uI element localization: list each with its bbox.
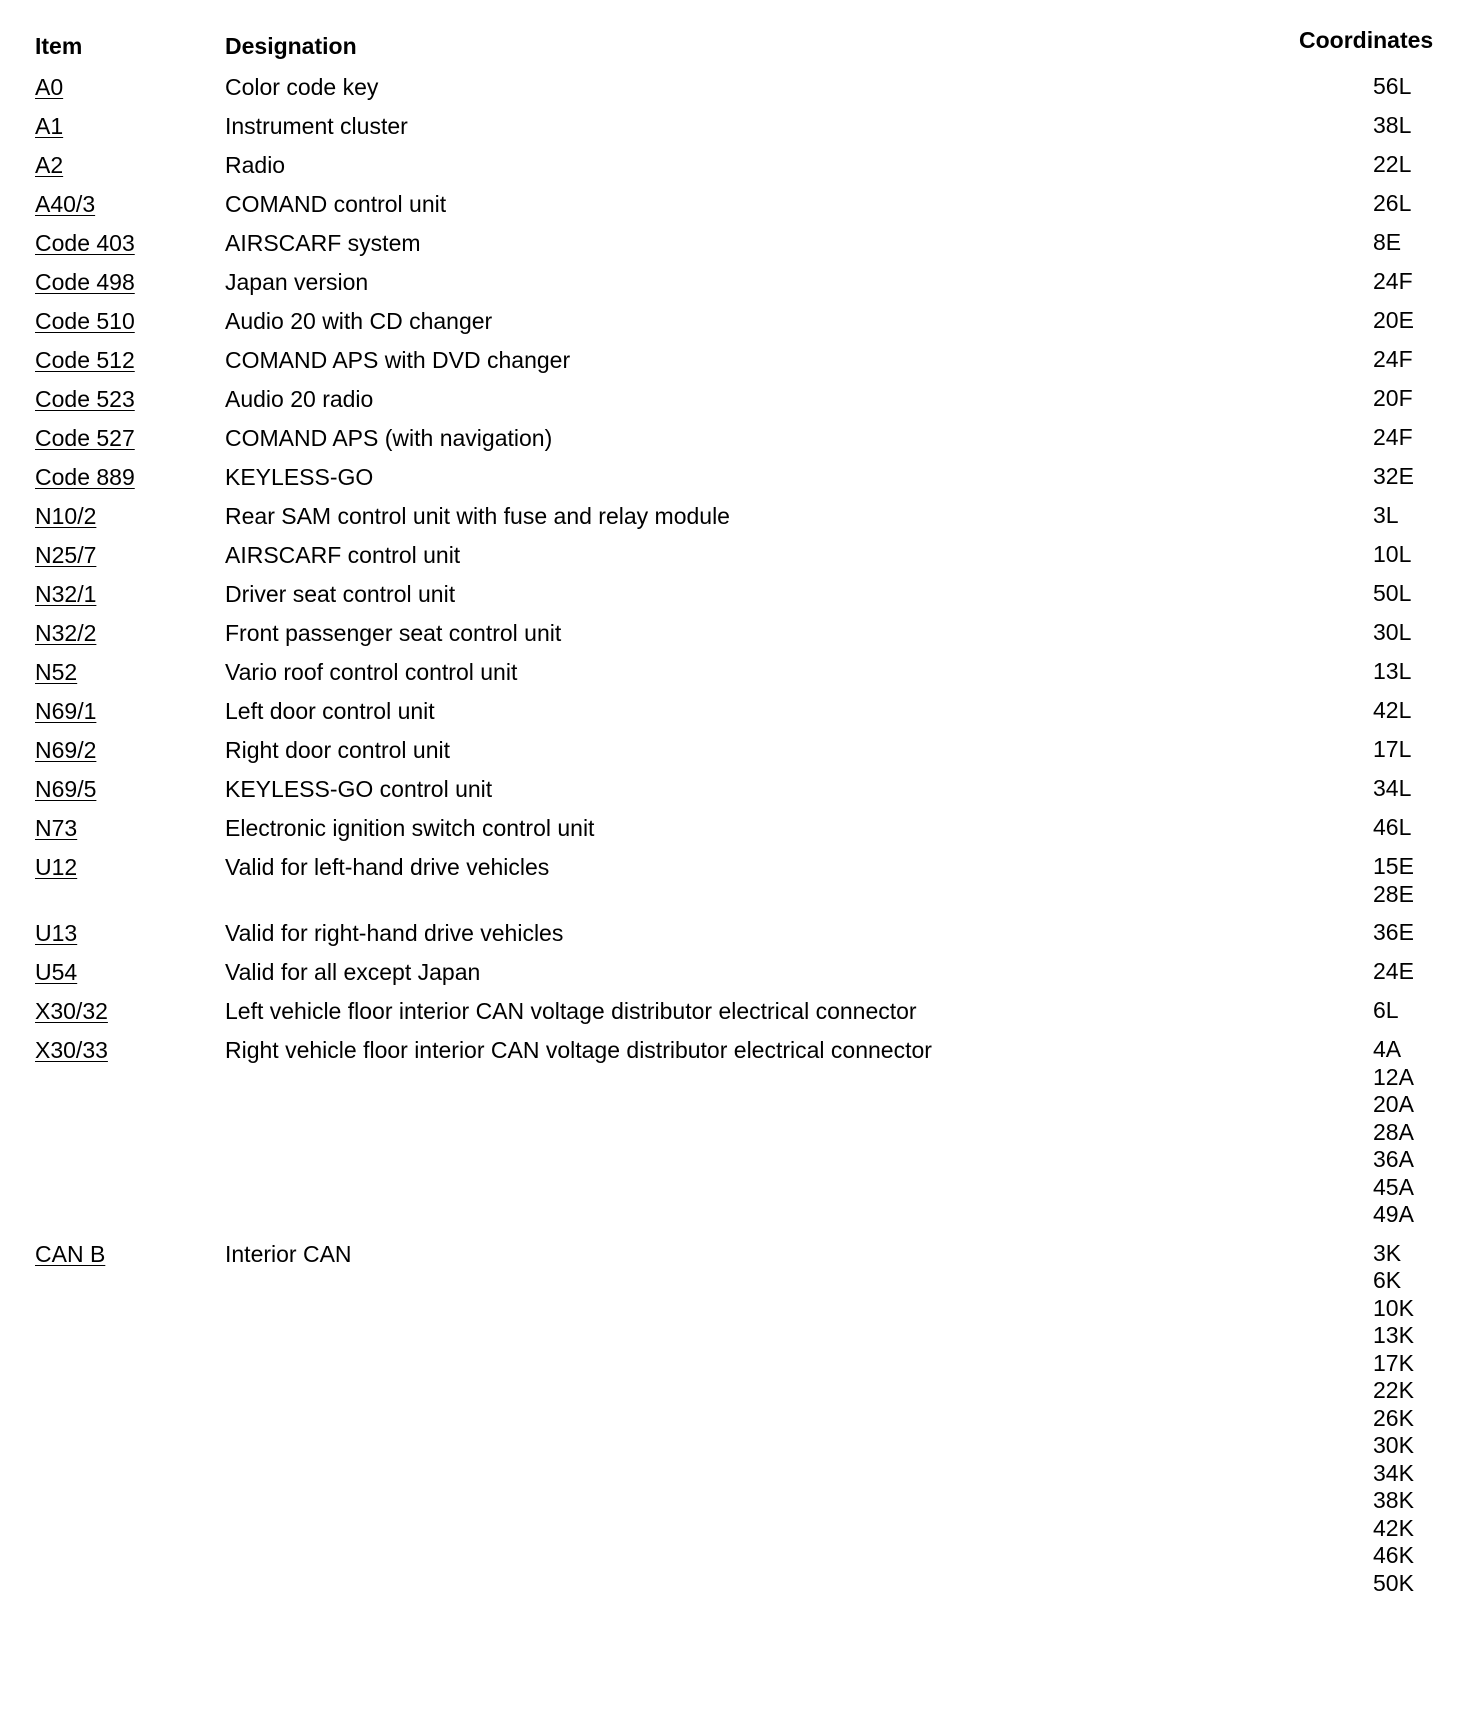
item-link[interactable]: A0: [35, 74, 64, 100]
coordinates-cell: [1373, 1036, 1453, 1229]
designation-text: Vario roof control control unit: [225, 659, 518, 685]
item-link[interactable]: A2: [35, 152, 64, 178]
coordinates-cell: [1373, 1240, 1453, 1598]
table-row: [0, 101, 1472, 140]
coordinate-value: 42K: [1373, 1514, 1414, 1541]
coordinate-value: 22L: [1373, 151, 1412, 177]
table-body: [0, 62, 1472, 1597]
designation-text: Valid for right-hand drive vehicles: [225, 920, 564, 946]
coordinate-value: 30L: [1373, 619, 1412, 645]
coordinate-value: 34L: [1373, 775, 1412, 801]
item-link[interactable]: U12: [35, 854, 78, 880]
item-link[interactable]: N32/2: [35, 620, 97, 646]
table-row: [0, 725, 1472, 764]
item-link[interactable]: N69/2: [35, 737, 97, 763]
coordinate-value: 10K: [1373, 1294, 1414, 1321]
header-designation: Designation: [225, 33, 357, 59]
item-link[interactable]: U13: [35, 920, 78, 946]
coordinates-cell: [1373, 268, 1453, 296]
coordinate-value: 56L: [1373, 73, 1412, 99]
item-link[interactable]: Code 498: [35, 269, 135, 295]
table-row: [0, 608, 1472, 647]
coordinate-value: 36E: [1373, 919, 1414, 945]
item-link[interactable]: A1: [35, 113, 64, 139]
designation-text: Electronic ignition switch control unit: [225, 815, 595, 841]
coordinate-value: 28A: [1373, 1118, 1414, 1145]
coordinates-cell: [1373, 463, 1453, 491]
table-row: [0, 764, 1472, 803]
table-row: [0, 842, 1472, 908]
table-row: [0, 803, 1472, 842]
coordinates-cell: [1373, 424, 1453, 452]
designation-text: COMAND APS with DVD changer: [225, 347, 571, 373]
designation-text: Right vehicle floor interior CAN voltage distributor electrical connector: [225, 1037, 932, 1063]
coordinate-value: 50K: [1373, 1569, 1414, 1596]
coordinate-value: 34K: [1373, 1459, 1414, 1486]
coordinate-value: 26K: [1373, 1404, 1414, 1431]
coordinates-cell: [1373, 958, 1453, 986]
coordinates-cell: [1373, 919, 1453, 947]
table-row: [0, 62, 1472, 101]
table-row: [0, 908, 1472, 947]
table-header: [0, 0, 1472, 62]
item-link[interactable]: N69/1: [35, 698, 97, 724]
coordinate-value: 38K: [1373, 1487, 1414, 1513]
table-row: [0, 374, 1472, 413]
item-link[interactable]: N32/1: [35, 581, 97, 607]
coordinates-cell: [1373, 151, 1453, 179]
coordinate-value: 46L: [1373, 814, 1412, 840]
designation-text: Right door control unit: [225, 737, 451, 763]
coordinates-cell: [1373, 73, 1453, 101]
coordinate-value: 38L: [1373, 112, 1412, 138]
designation-text: AIRSCARF control unit: [225, 542, 461, 568]
coordinate-value: 13L: [1373, 658, 1412, 684]
coordinates-cell: [1373, 580, 1453, 608]
coordinates-cell: [1373, 541, 1453, 569]
coordinate-value: 46K: [1373, 1542, 1414, 1568]
coordinate-value: 24F: [1373, 424, 1413, 450]
designation-text: Valid for left-hand drive vehicles: [225, 854, 550, 880]
coordinate-value: 10L: [1373, 541, 1412, 567]
coordinates-cell: [1373, 346, 1453, 374]
coordinates-cell: [1373, 385, 1453, 413]
designation-text: KEYLESS-GO: [225, 464, 374, 490]
table-row: [0, 257, 1472, 296]
coordinates-cell: [1373, 775, 1453, 803]
coordinate-value: 49A: [1373, 1201, 1414, 1227]
coordinate-value: 24F: [1373, 346, 1413, 372]
table-row: [0, 491, 1472, 530]
coordinates-cell: [1373, 658, 1453, 686]
designation-text: Audio 20 with CD changer: [225, 308, 493, 334]
table-row: [0, 530, 1472, 569]
item-link[interactable]: Code 512: [35, 347, 135, 373]
table-row: [0, 413, 1472, 452]
coordinate-value: 28E: [1373, 880, 1414, 907]
coordinate-value: 3L: [1373, 502, 1399, 528]
designation-text: Color code key: [225, 74, 379, 100]
item-link[interactable]: A40/3: [35, 191, 96, 217]
coordinates-cell: [1373, 736, 1453, 764]
coordinates-cell: [1373, 697, 1453, 725]
coordinate-value: 17K: [1373, 1349, 1414, 1376]
coordinate-value: 20A: [1373, 1091, 1414, 1117]
table-row: [0, 1229, 1472, 1598]
item-link[interactable]: X30/32: [35, 998, 108, 1024]
designation-text: AIRSCARF system: [225, 230, 421, 256]
designation-text: Left door control unit: [225, 698, 435, 724]
coordinate-value: 13K: [1373, 1322, 1414, 1348]
designation-text: Rear SAM control unit with fuse and relay module: [225, 503, 730, 529]
coordinate-value: 3K: [1373, 1239, 1402, 1266]
header-coordinates: Coordinates: [1299, 27, 1434, 53]
designation-text: Instrument cluster: [225, 113, 408, 139]
item-link[interactable]: N69/5: [35, 776, 97, 802]
coordinates-cell: [1373, 997, 1453, 1025]
coordinate-value: 15E: [1373, 853, 1414, 879]
designation-text: Driver seat control unit: [225, 581, 456, 607]
designation-text: Radio: [225, 152, 286, 178]
coordinate-value: 26L: [1373, 190, 1412, 216]
item-link[interactable]: U54: [35, 959, 78, 985]
coordinate-value: 6K: [1373, 1267, 1402, 1293]
coordinate-value: 17L: [1373, 736, 1412, 762]
item-link[interactable]: Code 403: [35, 230, 135, 256]
table-row: [0, 179, 1472, 218]
table-row: [0, 296, 1472, 335]
item-link[interactable]: Code 523: [35, 386, 135, 412]
coordinate-value: 20F: [1373, 385, 1413, 411]
coordinate-value: 32E: [1373, 463, 1414, 489]
table-row: [0, 686, 1472, 725]
coordinate-value: 24E: [1373, 958, 1414, 984]
coordinate-value: 50L: [1373, 580, 1412, 606]
coordinates-cell: [1373, 307, 1453, 335]
coordinate-value: 12A: [1373, 1063, 1414, 1090]
coordinate-value: 45A: [1373, 1173, 1414, 1200]
coordinates-cell: [1373, 112, 1453, 140]
item-link[interactable]: X30/33: [35, 1037, 108, 1063]
designation-text: COMAND APS (with navigation): [225, 425, 553, 451]
coordinates-cell: [1373, 190, 1453, 218]
designation-text: Left vehicle floor interior CAN voltage distributor electrical connector: [225, 998, 917, 1024]
designation-text: Japan version: [225, 269, 369, 295]
coordinate-value: 30K: [1373, 1432, 1414, 1458]
item-link[interactable]: CAN B: [35, 1240, 106, 1267]
item-link[interactable]: N25/7: [35, 542, 97, 568]
coordinates-cell: [1373, 619, 1453, 647]
coordinate-value: 22K: [1373, 1377, 1414, 1403]
table-row: [0, 1025, 1472, 1229]
table-row: [0, 947, 1472, 986]
table-row: [0, 452, 1472, 491]
designation-text: COMAND control unit: [225, 191, 447, 217]
coordinate-value: 8E: [1373, 229, 1402, 255]
coordinate-value: 6L: [1373, 997, 1399, 1023]
table-row: [0, 140, 1472, 179]
item-link[interactable]: Code 527: [35, 425, 135, 451]
item-link[interactable]: N10/2: [35, 503, 97, 529]
table-row: [0, 647, 1472, 686]
table-row: [0, 569, 1472, 608]
designation-text: Interior CAN: [225, 1240, 352, 1267]
coordinate-value: 36A: [1373, 1146, 1414, 1172]
coordinate-value: 4A: [1373, 1036, 1402, 1062]
coordinate-value: 20E: [1373, 307, 1414, 333]
designation-text: Valid for all except Japan: [225, 959, 481, 985]
table-row: [0, 218, 1472, 257]
item-link[interactable]: Code 889: [35, 464, 135, 490]
item-link[interactable]: Code 510: [35, 308, 135, 334]
item-link[interactable]: N73: [35, 815, 78, 841]
coordinates-cell: [1373, 814, 1453, 842]
coordinate-value: 42L: [1373, 697, 1412, 723]
coordinates-cell: [1373, 853, 1453, 908]
item-link[interactable]: N52: [35, 659, 78, 685]
coordinates-cell: [1373, 229, 1453, 257]
coordinates-cell: [1373, 502, 1453, 530]
header-item: Item: [35, 33, 83, 59]
coordinate-value: 24F: [1373, 268, 1413, 294]
table-row: [0, 986, 1472, 1025]
designation-text: Front passenger seat control unit: [225, 620, 562, 646]
designation-text: Audio 20 radio: [225, 386, 374, 412]
designation-text: KEYLESS-GO control unit: [225, 776, 493, 802]
table-row: [0, 335, 1472, 374]
